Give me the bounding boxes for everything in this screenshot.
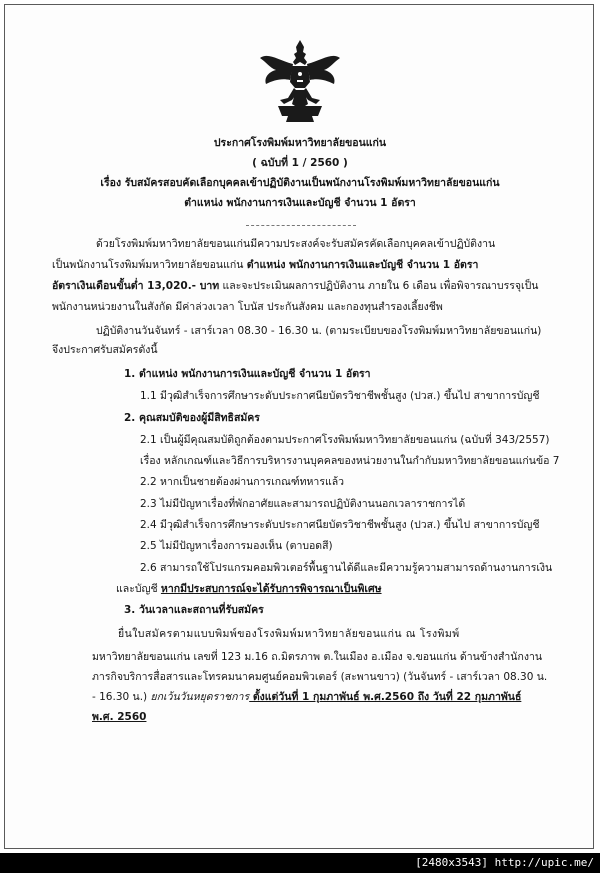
announcement-title: ประกาศโรงพิมพ์มหาวิทยาลัยขอนแก่น [213,137,387,149]
section-2-item-4: 2.4 มีวุฒิสำเร็จการศึกษาระดับประกาศนียบัตรวิชาชีพชั้นสูง (ปวส.) ขึ้นไป สาขาการบัญชี [140,519,540,531]
section-2-item-1: 2.1 เป็นผู้มีคุณสมบัติถูกต้องตามประกาศโรงพิมพ์มหาวิทยาลัยขอนแก่น (ฉบับที่ 343/2557) [140,434,550,446]
garuda-emblem-icon [258,38,342,122]
section-2-heading: 2. คุณสมบัติของผู้มีสิทธิสมัคร [124,412,260,424]
section-2-item-1-cont: เรื่อง หลักเกณฑ์และวิธีการบริหารงานบุคคลของหน่วยงานในกำกับมหาวิทยาลัยขอนแก่นข้อ 7 [140,455,560,467]
announcement-position: ตำแหน่ง พนักงานการเงินและบัญชี จำนวน 1 อัตรา [184,197,416,209]
section-2-item-3: 2.3 ไม่มีปัญหาเรื่องที่พักอาศัยและสามารถปฏิบัติงานนอกเวลาราชการได้ [140,498,466,510]
section-1-heading: 1. ตำแหน่ง พนักงานการเงินและบัญชี จำนวน 1 อัตรา [124,368,371,380]
section-2-item-6: 2.6 สามารถใช้โปรแกรมคอมพิวเตอร์พื้นฐานได้ดีและมีความรู้ความสามารถด้านงานการเงิน [140,562,553,574]
section-3-line-3: ภารกิจบริการสื่อสารและโทรคมนาคมศูนย์คอมพิวเตอร์ (สะพานขาว) (วันจันทร์ - เสาร์เวลา 08.30 น. [92,671,548,683]
section-2-item-2: 2.2 หากเป็นชายต้องผ่านการเกณฑ์ทหารแล้ว [140,476,345,488]
intro-line-1: ด้วยโรงพิมพ์มหาวิทยาลัยขอนแก่นมีความประสงค์จะรับสมัครคัดเลือกบุคคลเข้าปฏิบัติงาน [96,238,496,250]
section-1-item-1: 1.1 มีวุฒิสำเร็จการศึกษาระดับประกาศนียบัตรวิชาชีพชั้นสูง (ปวส.) ขึ้นไป สาขาการบัญชี [140,390,540,402]
section-3-line-5: พ.ศ. 2560 [92,711,147,723]
section-3-heading: 3. วันเวลาและสถานที่รับสมัคร [124,604,264,616]
section-2-item-5: 2.5 ไม่มีปัญหาเรื่องการมองเห็น (ตาบอดสี) [140,540,333,552]
intro-line-3: อัตราเงินเดือนขั้นต่ำ 13,020.- บาท และจะประเมินผลการปฏิบัติงาน ภายใน 6 เดือน เพื่อพิจารณาบรรจุเป็น [52,280,539,292]
section-3-line-4: - 16.30 น.) ยกเว้นวันหยุดราชการ ตั้งแต่วันที่ 1 กุมภาพันธ์ พ.ศ.2560 ถึง วันที่ 22 กุมภาพันธ์ [92,691,522,703]
section-3-line-2: มหาวิทยาลัยขอนแก่น เลขที่ 123 ม.16 ถ.มิตรภาพ ต.ในเมือง อ.เมือง จ.ขอนแก่น ด้านข้างสำนักงาน [92,651,543,663]
intro-line-6: จึงประกาศรับสมัครดังนี้ [52,344,158,356]
announcement-subject: เรื่อง รับสมัครสอบคัดเลือกบุคคลเข้าปฏิบัติงานเป็นพนักงานโรงพิมพ์มหาวิทยาลัยขอนแก่น [100,177,500,189]
title-divider [246,225,356,226]
image-host-footer: [2480x3543] http://upic.me/ [0,853,600,873]
intro-line-5: ปฏิบัติงานวันจันทร์ - เสาร์เวลา 08.30 - 16.30 น. (ตามระเบียบของโรงพิมพ์มหาวิทยาลัยขอนแก่น) [96,325,542,337]
announcement-issue: ( ฉบับที่ 1 / 2560 ) [252,157,348,169]
section-2-item-6-cont: และบัญชี หากมีประสบการณ์จะได้รับการพิจารณาเป็นพิเศษ [116,583,382,595]
section-3-line-1: ยื่นใบสมัครตามแบบพิมพ์ของโรงพิมพ์มหาวิทยาลัยขอนแก่น ณ โรงพิมพ์ [118,628,460,640]
intro-line-4: พนักงานหน่วยงานในสังกัด มีค่าล่วงเวลา โบนัส ประกันสังคม และกองทุนสำรองเลี้ยงชีพ [52,301,443,313]
intro-line-2: เป็นพนักงานโรงพิมพ์มหาวิทยาลัยขอนแก่น ตำแหน่ง พนักงานการเงินและบัญชี จำนวน 1 อัตรา [52,259,479,271]
